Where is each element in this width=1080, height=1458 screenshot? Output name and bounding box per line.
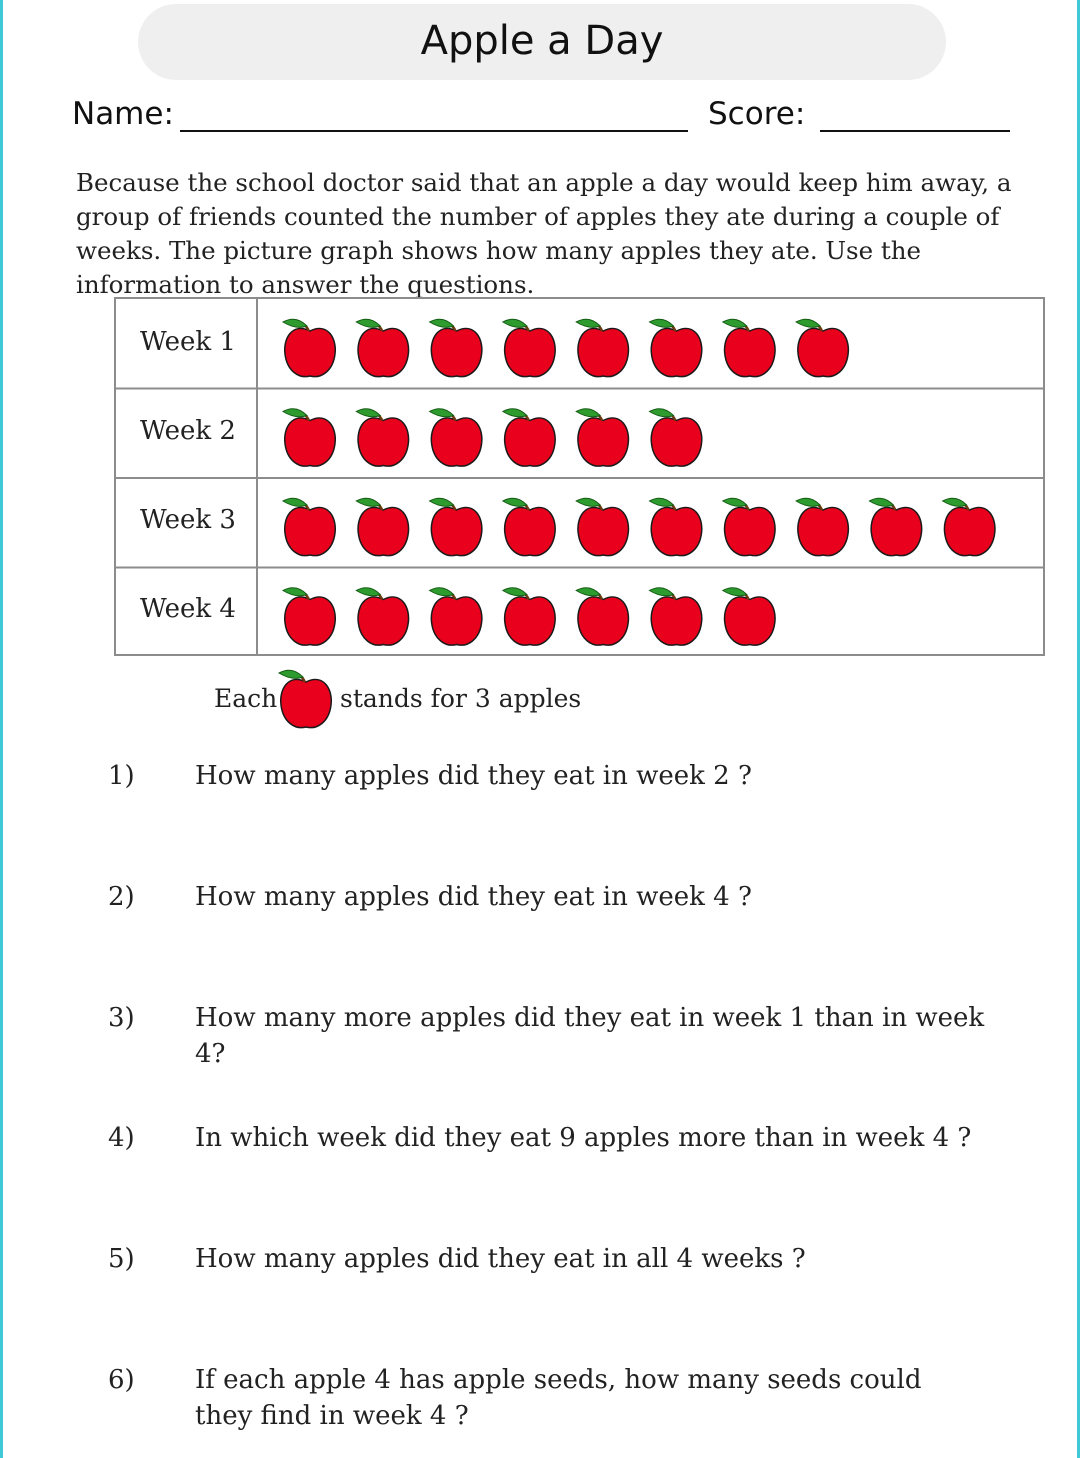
intro-paragraph: Because the school doctor said that an apple a day would keep him away, a group of friends counted the number of apples they ate during a couple of weeks. The picture graph shows how many apples they ate. Use the information to answer the questions. <box>76 168 1012 299</box>
key-text: stands for 3 apples <box>340 684 582 713</box>
apple-icon <box>650 498 702 555</box>
apple-icon <box>283 498 335 555</box>
apple-icon <box>796 319 848 376</box>
apple-icon <box>576 319 628 376</box>
apple-icon <box>503 319 555 376</box>
question-text: How many apples did they eat in week 4 ? <box>195 882 752 912</box>
question-number: 2) <box>108 882 135 912</box>
apple-icon <box>356 319 408 376</box>
apple-icon <box>356 409 408 466</box>
apple-icon <box>723 319 775 376</box>
week-label: Week 2 <box>140 416 236 446</box>
apple-icon <box>430 409 482 466</box>
apple-icon <box>283 409 335 466</box>
name-label: Name: <box>72 96 174 132</box>
apple-icon <box>723 588 775 645</box>
apple-icon <box>650 588 702 645</box>
question-number: 1) <box>108 761 135 791</box>
question-number: 6) <box>108 1365 135 1395</box>
title-banner <box>138 4 946 80</box>
apple-icon <box>503 498 555 555</box>
picture-graph <box>114 297 1045 656</box>
question-text: How many more apples did they eat in week 1 than in week 4? <box>195 1003 985 1069</box>
question-number: 4) <box>108 1123 135 1153</box>
question-text: If each apple 4 has apple seeds, how many seeds could they find in week 4 ? <box>195 1365 922 1431</box>
apple-icon <box>356 498 408 555</box>
apple-icon <box>279 670 331 727</box>
apple-icon <box>650 409 702 466</box>
apple-icon <box>650 319 702 376</box>
apple-icon <box>943 498 995 555</box>
question-text: In which week did they eat 9 apples more than in week 4 ? <box>195 1123 972 1153</box>
apple-icon <box>283 319 335 376</box>
apple-icon <box>356 588 408 645</box>
score-line <box>820 130 1010 132</box>
apple-icon <box>723 498 775 555</box>
question-text: How many apples did they eat in week 2 ? <box>195 761 752 791</box>
key-each: Each <box>214 684 278 713</box>
left-border <box>0 0 3 1458</box>
apple-icon <box>869 498 921 555</box>
apple-icon <box>576 409 628 466</box>
apple-icon <box>503 588 555 645</box>
picture-graph-canvas <box>116 299 1043 654</box>
apple-icon <box>576 588 628 645</box>
apple-icon <box>430 498 482 555</box>
score-label: Score: <box>708 96 806 132</box>
apple-icon <box>430 319 482 376</box>
question-number: 3) <box>108 1003 135 1033</box>
apple-icon <box>503 409 555 466</box>
question-number: 5) <box>108 1244 135 1274</box>
apple-icon <box>430 588 482 645</box>
question-text: How many apples did they eat in all 4 weeks ? <box>195 1244 806 1274</box>
key-apple-icon <box>274 664 338 732</box>
name-line <box>180 130 688 132</box>
apple-icon <box>576 498 628 555</box>
page-title: Apple a Day <box>420 18 664 64</box>
week-label: Week 3 <box>140 505 236 535</box>
apple-icon <box>283 588 335 645</box>
apple-icon <box>796 498 848 555</box>
week-label: Week 1 <box>140 327 236 357</box>
week-label: Week 4 <box>140 594 236 624</box>
